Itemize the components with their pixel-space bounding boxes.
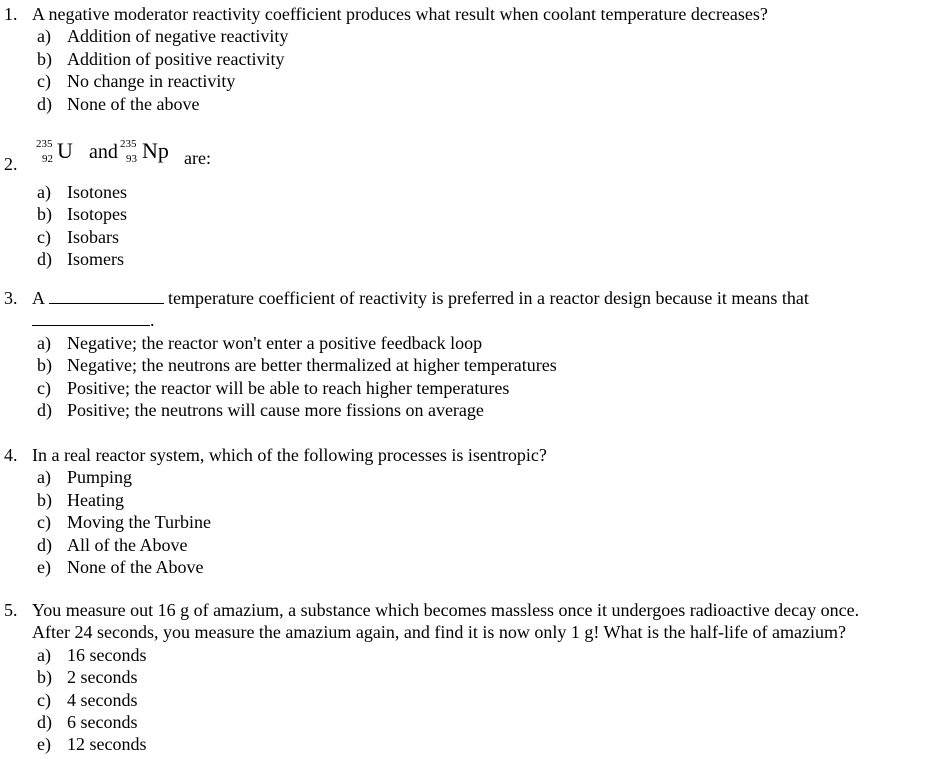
option-d — [0, 534, 931, 556]
option-letter: b) — [37, 667, 52, 688]
option-letter: e) — [37, 734, 51, 755]
option-text: Positive; the neutrons will cause more fissions on average — [67, 399, 484, 420]
option-letter: c) — [37, 377, 51, 398]
question-stem-line-1: You measure out 16 g of amazium, a substance which becomes massless once it undergoes radioactive decay once. — [32, 600, 860, 620]
option-a — [0, 181, 931, 203]
question-stem: In a real reactor system, which of the following processes is isentropic? — [32, 445, 547, 465]
question-number: 4. — [4, 445, 18, 465]
question-stem — [32, 287, 809, 309]
option-text: 2 seconds — [67, 667, 138, 688]
option-letter: a) — [37, 332, 51, 353]
option-letter: c) — [37, 71, 51, 92]
mass-number: 235 — [120, 138, 137, 150]
option-a — [0, 644, 931, 666]
option-a — [0, 466, 931, 488]
option-text: Isomers — [67, 249, 124, 270]
option-text: 4 seconds — [67, 689, 138, 710]
option-b — [0, 48, 931, 70]
option-text: No change in reactivity — [67, 71, 236, 92]
option-e — [0, 556, 931, 578]
option-d — [0, 248, 931, 270]
question-5 — [0, 599, 931, 756]
option-d — [0, 93, 931, 115]
answer-blank — [32, 309, 150, 326]
option-a — [0, 25, 931, 47]
option-a — [0, 332, 931, 354]
question-stem: A negative moderator reactivity coefficient produces what result when coolant temperature decreases? — [32, 4, 768, 24]
option-text: Isotones — [67, 182, 127, 202]
option-letter: d) — [37, 534, 52, 555]
option-d — [0, 399, 931, 421]
option-letter: c) — [37, 226, 51, 247]
option-letter: c) — [37, 689, 51, 710]
option-letter: d) — [37, 249, 52, 270]
option-d — [0, 711, 931, 733]
option-letter: d) — [37, 93, 52, 114]
option-letter: b) — [37, 204, 52, 225]
question-1 — [0, 3, 931, 115]
question-2 — [0, 137, 931, 271]
option-b — [0, 489, 931, 511]
option-text: Negative; the neutrons are better thermalized at higher temperatures — [67, 355, 557, 376]
option-letter: b) — [37, 355, 52, 376]
option-letter: d) — [37, 399, 52, 420]
option-letter: a) — [37, 26, 51, 47]
option-text: Addition of negative reactivity — [67, 26, 289, 47]
option-c — [0, 70, 931, 92]
option-letter: d) — [37, 711, 52, 732]
option-b — [0, 666, 931, 688]
option-text: Isotopes — [67, 204, 127, 225]
atomic-number: 92 — [42, 153, 53, 165]
option-text: None of the Above — [67, 556, 204, 577]
question-stem-tail — [0, 309, 931, 331]
option-c — [0, 377, 931, 399]
option-text: Addition of positive reactivity — [67, 48, 285, 69]
option-c — [0, 226, 931, 248]
question-4 — [0, 444, 931, 578]
question-stem-end: are: — [184, 148, 211, 168]
option-b — [0, 203, 931, 225]
question-number: 1. — [4, 4, 18, 24]
atomic-number: 93 — [126, 153, 137, 165]
option-text: None of the above — [67, 93, 200, 114]
question-3 — [0, 287, 931, 421]
option-text: Isobars — [67, 226, 119, 247]
answer-blank — [49, 288, 164, 304]
stem-start: A — [32, 288, 45, 308]
option-letter: e) — [37, 556, 51, 577]
question-number: 2. — [4, 154, 18, 174]
option-letter: a) — [37, 182, 51, 202]
stem-end: temperature coefficient of reactivity is preferred in a reactor design because it means that — [168, 288, 809, 308]
option-c — [0, 689, 931, 711]
mass-number: 235 — [36, 138, 53, 150]
question-number: 3. — [4, 288, 18, 308]
option-letter: a) — [37, 644, 51, 665]
question-number: 5. — [4, 600, 18, 620]
option-text: 16 seconds — [67, 644, 147, 665]
option-text: Pumping — [67, 467, 133, 488]
option-text: 6 seconds — [67, 711, 138, 732]
option-letter: b) — [37, 48, 52, 69]
option-text: Heating — [67, 489, 124, 510]
conjunction: and — [89, 141, 118, 163]
element-symbol: Np — [142, 138, 169, 163]
option-text: All of the Above — [67, 534, 188, 555]
stem-period: . — [150, 310, 155, 331]
option-text: 12 seconds — [67, 734, 147, 755]
element-symbol: U — [57, 138, 73, 163]
option-b — [0, 354, 931, 376]
option-letter: c) — [37, 512, 51, 533]
option-text: Positive; the reactor will be able to reach higher temperatures — [67, 377, 510, 398]
option-c — [0, 511, 931, 533]
option-letter: b) — [37, 489, 52, 510]
question-stem-line-2: After 24 seconds, you measure the amazium again, and find it is now only 1 g! What is the half-life of amazium? — [32, 622, 846, 643]
option-e — [0, 733, 931, 755]
option-letter: a) — [37, 467, 51, 488]
option-text: Moving the Turbine — [67, 512, 212, 533]
option-text: Negative; the reactor won't enter a positive feedback loop — [67, 332, 483, 353]
